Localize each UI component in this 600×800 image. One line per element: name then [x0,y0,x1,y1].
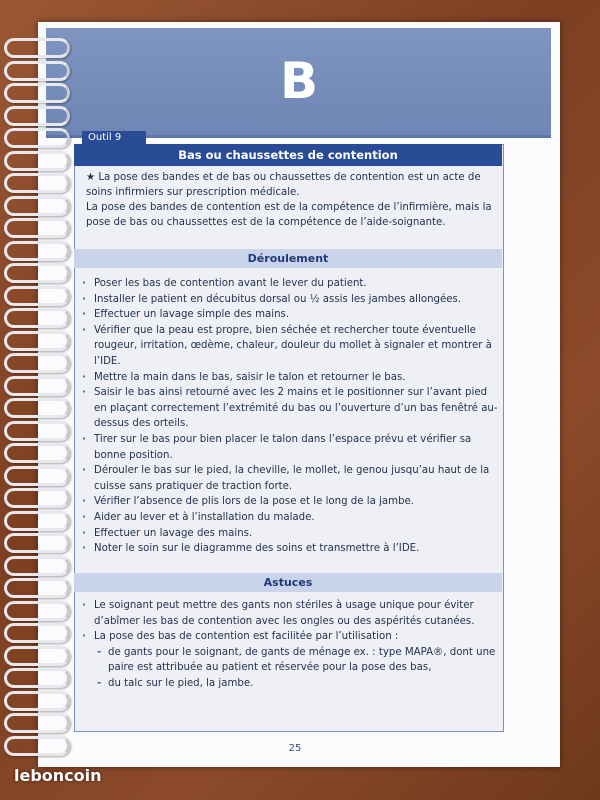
tool-tag: Outil 9 [82,131,146,145]
list-item: · Installer le patient en décubitus dorsal ou ½ assis les jambes allongées. [80,292,498,308]
deroulement-list [80,276,498,557]
spiral-ring [4,623,70,643]
list-item: · Saisir le bas ainsi retourné avec les 2 mains et le positionner sur l’avant pied en plaçant correctement l’extrémité du bas ou l’ouverture d’un bas fenêtré au-dessus des orteils. [80,385,498,432]
list-item-text: La pose des bas de contention est facilitée par l’utilisation : [94,631,399,643]
spiral-ring [4,151,70,171]
spiral-ring [4,38,70,58]
list-item: · Aider au lever et à l’installation du malade. [80,510,498,526]
spiral-ring [4,263,70,283]
list-item: · Noter le soin sur le diagramme des soins et transmettre à l’IDE. [80,541,498,557]
spiral-ring [4,443,70,463]
spiral-ring [4,466,70,486]
spiral-ring [4,421,70,441]
intro-paragraph-2: La pose des bandes de contention est de la compétence de l’infirmière, mais la pose de bas ou chaussettes est de la compétence de l’aide-soignante. [86,202,492,228]
list-item: · Vérifier que la peau est propre, bien séchée et rechercher toute éventuelle rougeur, irritation, œdème, chaleur, douleur du mollet à signaler et montrer à l’IDE. [80,323,498,370]
spiral-ring [4,286,70,306]
spiral-ring [4,353,70,373]
spiral-ring [4,511,70,531]
spiral-ring [4,668,70,688]
header-band [46,28,551,135]
deroulement-heading: Déroulement [74,249,502,268]
astuces-heading: Astuces [74,573,502,592]
spiral-binding [0,20,70,780]
list-item: · Effectuer un lavage simple des mains. [80,307,498,323]
list-item: · Vérifier l’absence de plis lors de la pose et le long de la jambe. [80,494,498,510]
list-item: · Tirer sur le bas pour bien placer le talon dans l’espace prévu et vérifier sa bonne position. [80,432,498,463]
page-number: 25 [288,743,302,754]
spiral-ring [4,218,70,238]
spiral-ring [4,241,70,261]
spiral-ring [4,556,70,576]
intro-text [86,170,498,230]
section-letter: B [279,52,319,110]
list-item: · Dérouler le bas sur le pied, la cheville, le mollet, le genou jusqu’au haut de la cuisse sans pratiquer de traction forte. [80,463,498,494]
list-item: · Mettre la main dans le bas, saisir le talon et retourner le bas. [80,370,498,386]
spiral-ring [4,308,70,328]
spiral-ring [4,578,70,598]
spiral-ring [4,196,70,216]
spiral-ring [4,488,70,508]
spiral-ring [4,713,70,733]
spiral-ring [4,83,70,103]
sub-list [94,645,498,692]
spiral-ring [4,128,70,148]
watermark-logo: leboncoin [14,766,102,785]
sub-list-item: - du talc sur le pied, la jambe. [94,676,498,692]
spiral-ring [4,691,70,711]
astuces-list [80,598,498,692]
tool-title: Bas ou chaussettes de contention [74,144,502,166]
spiral-ring [4,736,70,756]
intro-paragraph-1: ★ La pose des bandes et de bas ou chaussettes de contention est un acte de soins infirmiers sur prescription médicale. [86,172,481,198]
list-item: · Le soignant peut mettre des gants non stériles à usage unique pour éviter d’abîmer les bas de contention avec les ongles ou des aspérités cutanées. [80,598,498,629]
spiral-ring [4,173,70,193]
spiral-ring [4,61,70,81]
list-item [80,629,498,691]
list-item: · Effectuer un lavage des mains. [80,526,498,542]
spiral-ring [4,106,70,126]
spiral-ring [4,331,70,351]
spiral-ring [4,646,70,666]
list-item: · Poser les bas de contention avant le lever du patient. [80,276,498,292]
spiral-ring [4,376,70,396]
sub-list-item: - de gants pour le soignant, de gants de ménage ex. : type MAPA®, dont une paire est attribuée au patient et réservée pour la pose des bas, [94,645,498,676]
spiral-ring [4,601,70,621]
spiral-ring [4,533,70,553]
spiral-ring [4,398,70,418]
